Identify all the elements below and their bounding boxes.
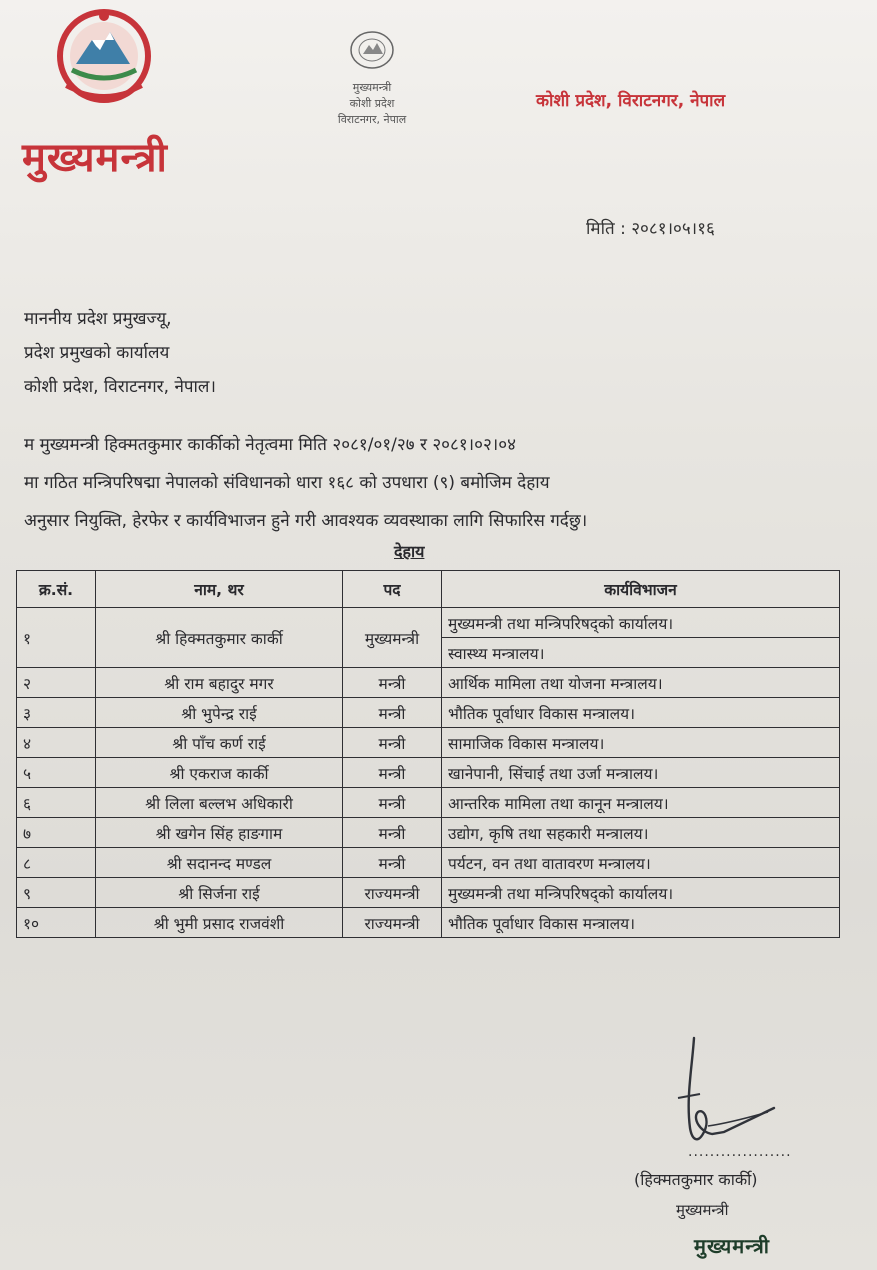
table-row [17,878,840,908]
row-sn: १० [17,908,96,938]
body-line-2: मा गठित मन्त्रिपरिषद्मा नेपालको संविधानको धारा १६८ को उपधारा (९) बमोजिम देहाय [24,473,550,493]
date-label: मिति : [586,219,626,239]
row-portfolio: मुख्यमन्त्री तथा मन्त्रिपरिषद्को कार्यालय। [442,878,840,908]
row-sn: १ [17,608,96,668]
row-post: राज्यमन्त्री [343,908,442,938]
row-post: मन्त्री [343,848,442,878]
row-portfolio: खानेपानी, सिंचाई तथा उर्जा मन्त्रालय। [442,758,840,788]
table-row [17,668,840,698]
row-post: मन्त्री [343,668,442,698]
header-address: कोशी प्रदेश, विराटनगर, नेपाल [536,91,726,111]
row-portfolio: पर्यटन, वन तथा वातावरण मन्त्रालय। [442,848,840,878]
date-line [586,216,715,239]
row-name: श्री लिला बल्लभ अधिकारी [96,788,343,818]
portfolio-table [16,570,840,938]
row-portfolio-2: स्वास्थ्य मन्त्रालय। [442,638,840,668]
row-portfolio: भौतिक पूर्वाधार विकास मन्त्रालय। [442,698,840,728]
row-portfolio: मुख्यमन्त्री तथा मन्त्रिपरिषद्को कार्यालय। [442,608,840,638]
header-post: पद [343,571,442,608]
seal-line-3: विराटनगर, नेपाल [337,113,407,126]
table-row [17,818,840,848]
handwritten-signature-icon [664,1028,794,1158]
table-header-row [17,571,840,608]
office-seal [312,28,432,128]
addressee-line-2: प्रदेश प्रमुखको कार्यालय [24,343,170,363]
table-row [17,788,840,818]
table-row [17,848,840,878]
row-sn: २ [17,668,96,698]
row-sn: ७ [17,818,96,848]
row-name: श्री हिक्मतकुमार कार्की [96,608,343,668]
office-stamp: मुख्यमन्त्री [694,1234,770,1258]
table-row [17,728,840,758]
row-portfolio: सामाजिक विकास मन्त्रालय। [442,728,840,758]
row-portfolio: आन्तरिक मामिला तथा कानून मन्त्रालय। [442,788,840,818]
row-name: श्री खगेन सिंह हाङगाम [96,818,343,848]
table-row [17,908,840,938]
row-sn: ५ [17,758,96,788]
row-name: श्री भुमी प्रसाद राजवंशी [96,908,343,938]
row-sn: ८ [17,848,96,878]
addressee-line-1: माननीय प्रदेश प्रमुखज्यू, [24,309,172,329]
date-value: २०८१।०५।१६ [631,219,715,239]
row-post: मन्त्री [343,698,442,728]
signature-dots: ................... [688,1144,792,1160]
header-name: नाम, थर [96,571,343,608]
table-row [17,758,840,788]
office-title: मुख्यमन्त्री [22,135,168,181]
table-row [17,698,840,728]
row-name: श्री एकराज कार्की [96,758,343,788]
seal-line-1: मुख्यमन्त्री [352,81,392,94]
row-sn: ४ [17,728,96,758]
row-post: मन्त्री [343,818,442,848]
signatory-name: (हिक्मतकुमार कार्की) [634,1170,758,1189]
row-post: मन्त्री [343,728,442,758]
table-heading: देहाय [394,542,425,561]
row-post: राज्यमन्त्री [343,878,442,908]
seal-emblem-icon [347,28,397,72]
row-name: श्री राम बहादुर मगर [96,668,343,698]
row-name: श्री पाँच कर्ण राई [96,728,343,758]
body-line-1: म मुख्यमन्त्री हिक्मतकुमार कार्कीको नेतृत्वमा मिति २०८१/०१/२७ र २०८१।०२।०४ [24,435,516,455]
row-portfolio: आर्थिक मामिला तथा योजना मन्त्रालय। [442,668,840,698]
row-post: मन्त्री [343,788,442,818]
row-sn: ९ [17,878,96,908]
row-portfolio: भौतिक पूर्वाधार विकास मन्त्रालय। [442,908,840,938]
body-line-3: अनुसार नियुक्ति, हेरफेर र कार्यविभाजन हुने गरी आवश्यक व्यवस्थाका लागि सिफारिस गर्दछु। [24,511,588,531]
row-post: मुख्यमन्त्री [343,608,442,668]
row-name: श्री सिर्जना राई [96,878,343,908]
row-name: श्री सदानन्द मण्डल [96,848,343,878]
row-portfolio: उद्योग, कृषि तथा सहकारी मन्त्रालय। [442,818,840,848]
header-portfolio: कार्यविभाजन [442,571,840,608]
nepal-emblem-icon [48,6,160,106]
row-post: मन्त्री [343,758,442,788]
row-name: श्री भुपेन्द्र राई [96,698,343,728]
signatory-role: मुख्यमन्त्री [676,1201,729,1219]
row-sn: ३ [17,698,96,728]
header-sn: क्र.सं. [17,571,96,608]
seal-line-2: कोशी प्रदेश [349,97,395,110]
row-sn: ६ [17,788,96,818]
letter-body [24,426,824,540]
addressee-line-3: कोशी प्रदेश, विराटनगर, नेपाल। [24,377,216,397]
addressee-block [24,302,216,404]
table-row [17,608,840,638]
